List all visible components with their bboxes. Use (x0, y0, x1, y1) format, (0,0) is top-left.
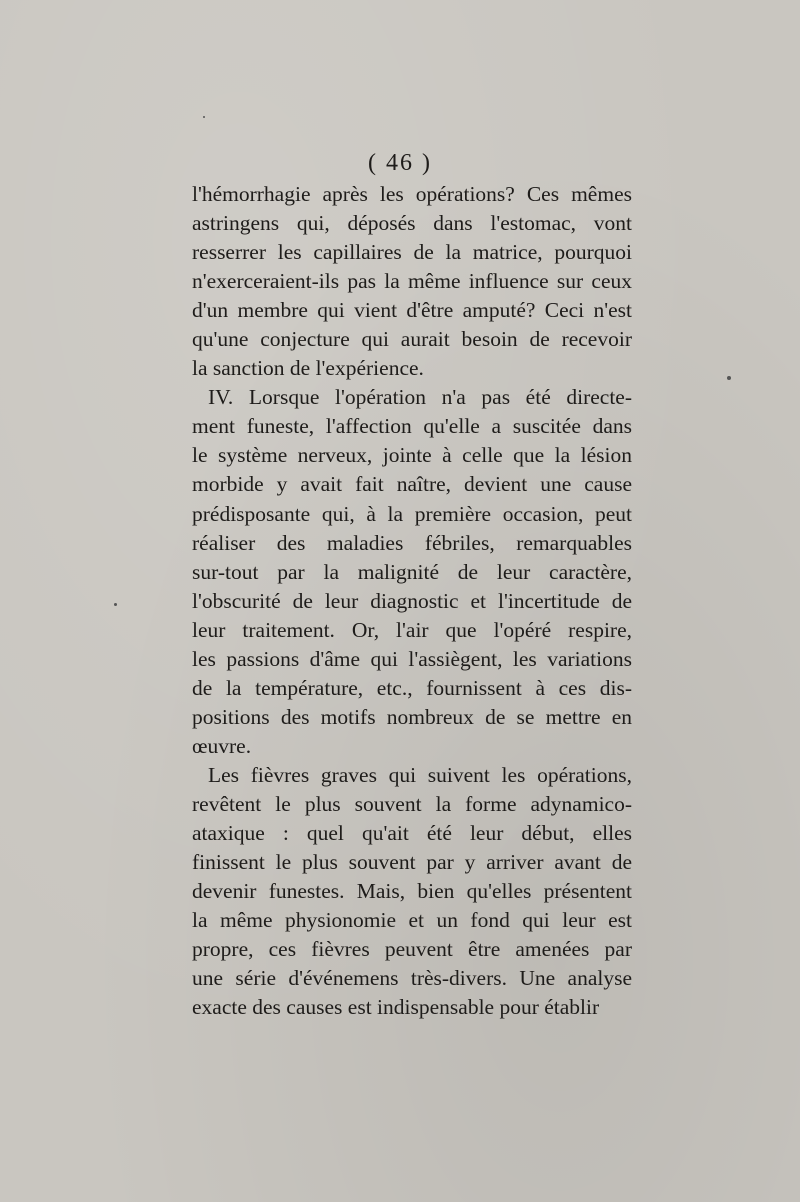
paper-speck (727, 376, 731, 380)
text-line: sur-tout par la malignité de leur caractère, (192, 559, 632, 584)
text-line: la sanction de l'expérience. (192, 356, 424, 381)
text-line: positions des motifs nombreux de se mettre en (192, 704, 632, 729)
text-line: IV. Lorsque l'opération n'a pas été directe- (208, 385, 632, 410)
text-line: ataxique : quel qu'ait été leur début, elles (192, 821, 632, 846)
body-text (192, 180, 632, 1022)
text-line: l'obscurité de leur diagnostic et l'incertitude de (192, 588, 632, 613)
text-line: œuvre. (192, 733, 252, 758)
text-line: les passions d'âme qui l'assiègent, les variations (192, 646, 632, 671)
text-line: morbide y avait fait naître, devient une cause (192, 472, 632, 497)
paper-speck (203, 116, 205, 118)
text-line: Les fièvres graves qui suivent les opérations, (208, 762, 632, 787)
paper-speck (114, 603, 117, 606)
text-line: propre, ces fièvres peuvent être amenées par (192, 937, 632, 962)
text-line: resserrer les capillaires de la matrice, pourquoi (192, 240, 632, 265)
text-line: de la température, etc., fournissent à ces dis- (192, 675, 632, 700)
text-line: ment funeste, l'affection qu'elle a suscitée dans (192, 414, 632, 439)
text-line: réaliser des maladies fébriles, remarquables (192, 530, 632, 555)
text-line: devenir funestes. Mais, bien qu'elles présentent (192, 879, 632, 904)
text-line: leur traitement. Or, l'air que l'opéré respire, (192, 617, 632, 642)
text-line: revêtent le plus souvent la forme adynamico- (192, 791, 632, 816)
text-line: prédisposante qui, à la première occasion, peut (192, 501, 632, 526)
text-line: une série d'événemens très-divers. Une analyse (192, 966, 632, 991)
text-line: d'un membre qui vient d'être amputé? Ceci n'est (192, 298, 632, 323)
text-line: exacte des causes est indispensable pour établir (192, 995, 600, 1020)
page-number: ( 46 ) (368, 150, 432, 176)
text-line: l'hémorrhagie après les opérations? Ces mêmes (192, 182, 632, 206)
text-line: finissent le plus souvent par y arriver avant de (192, 850, 632, 875)
text-line: la même physionomie et un fond qui leur est (192, 908, 632, 933)
text-line: n'exerceraient-ils pas la même influence sur ceux (192, 269, 632, 294)
text-line: qu'une conjecture qui aurait besoin de recevoir (192, 327, 632, 352)
text-line: le système nerveux, jointe à celle que la lésion (192, 443, 632, 468)
text-line: astringens qui, déposés dans l'estomac, vont (192, 211, 632, 236)
